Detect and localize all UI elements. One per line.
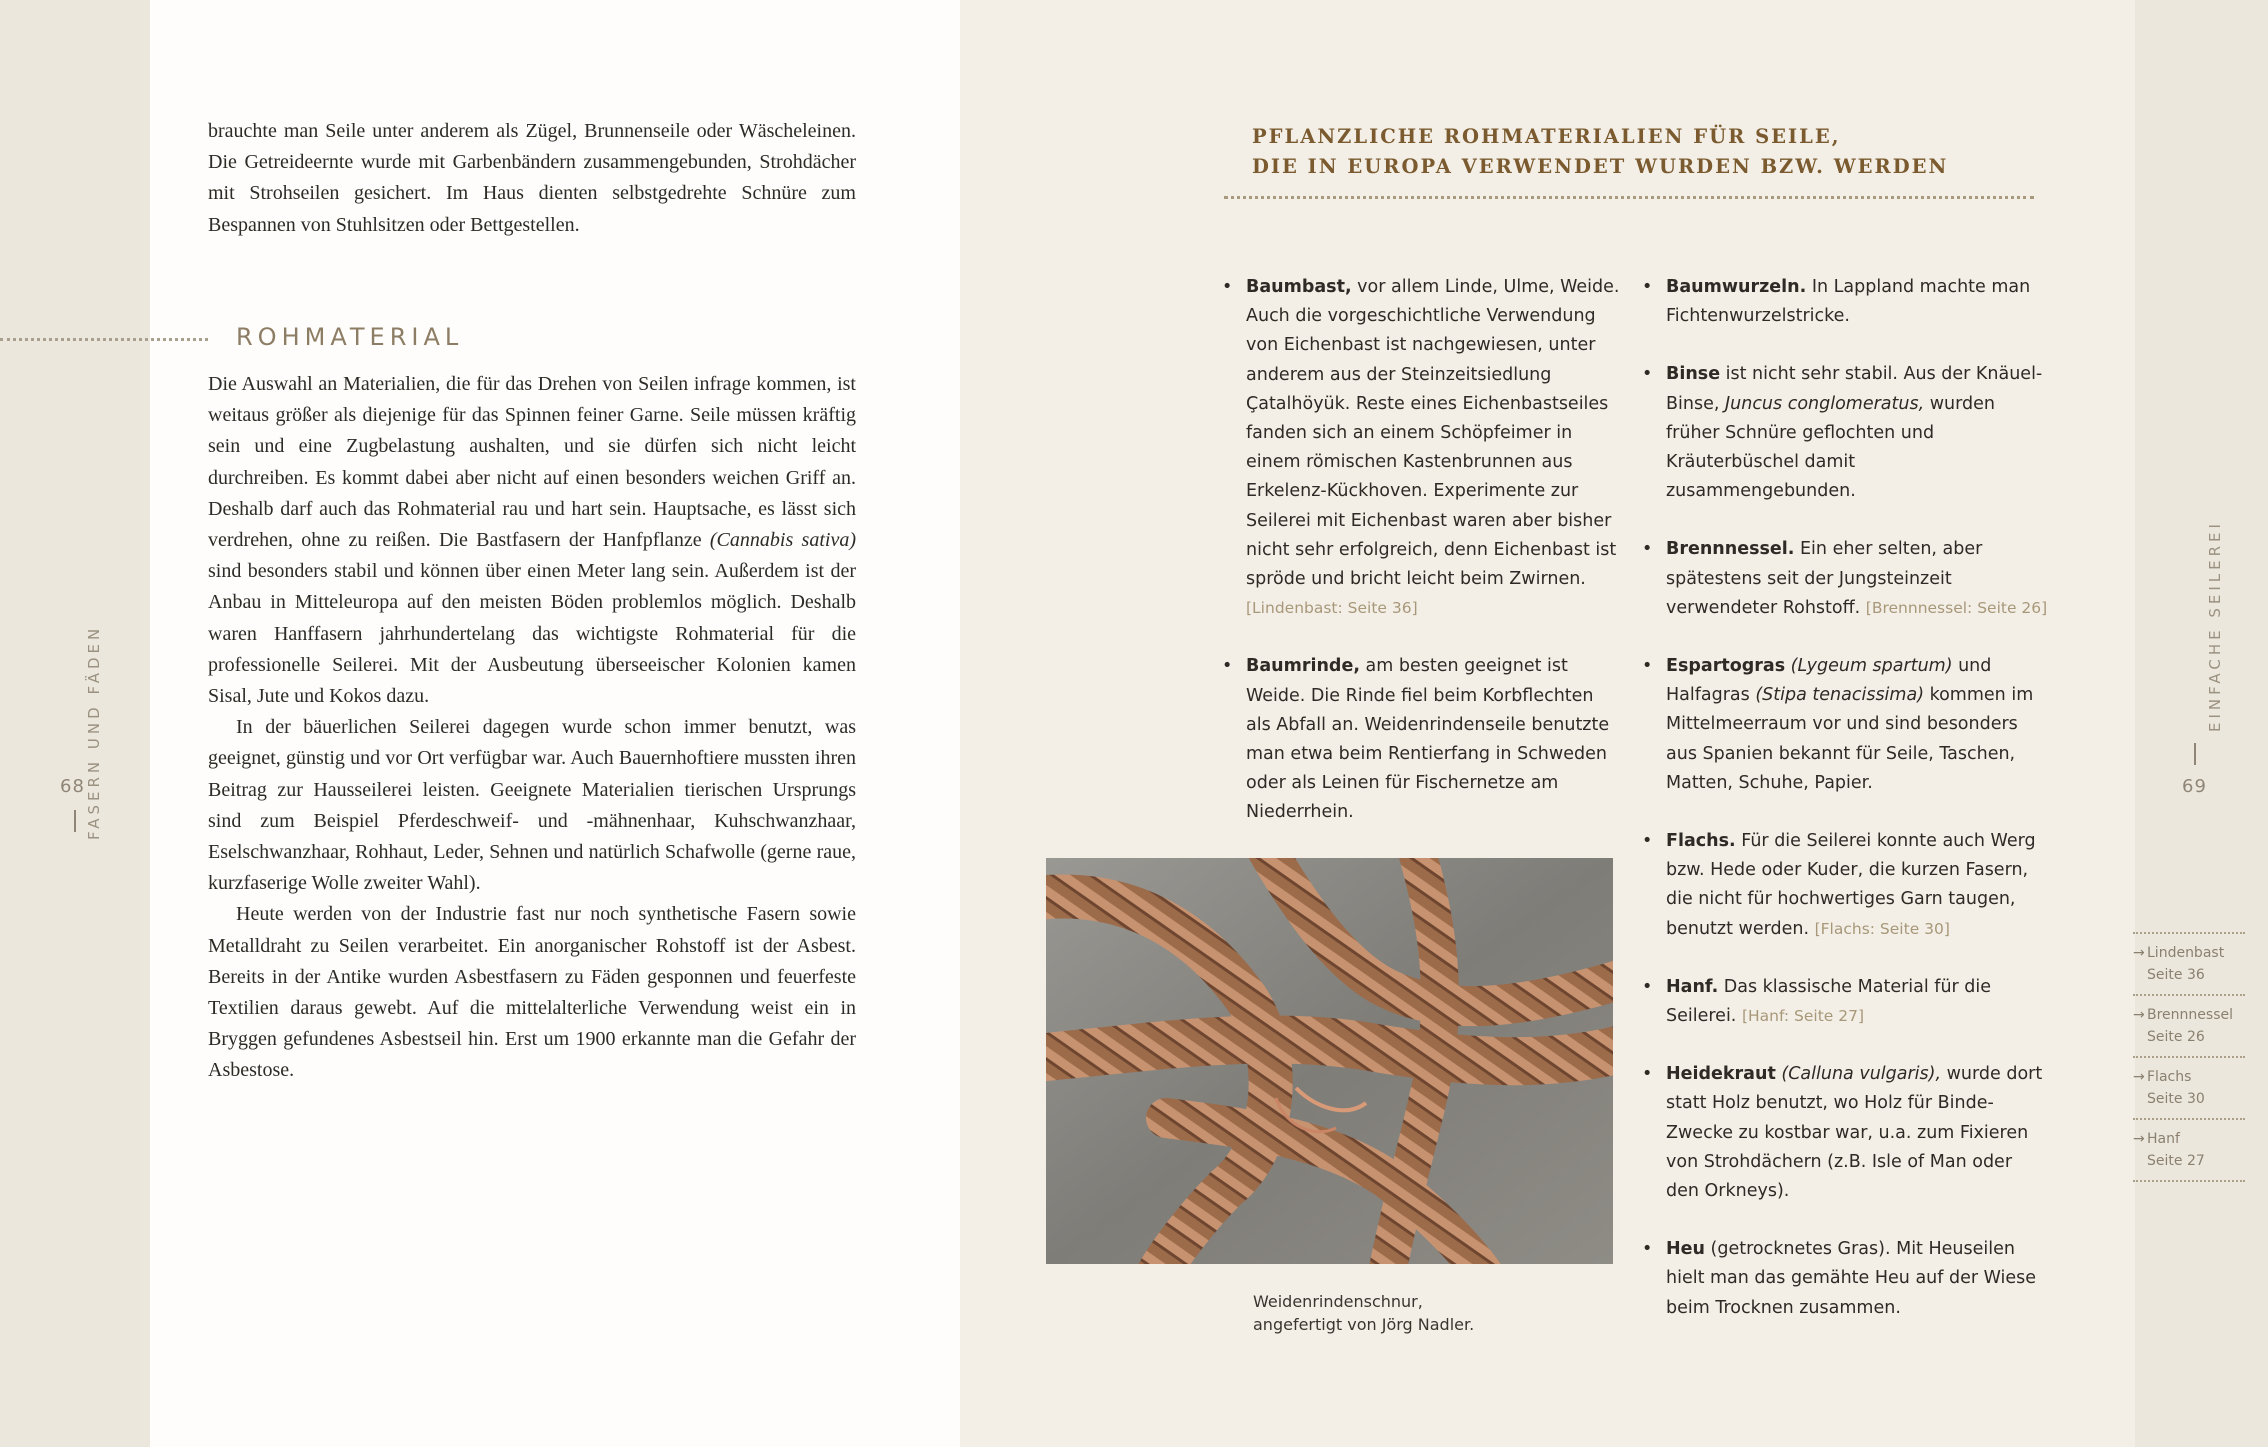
xref-label: Lindenbast [2147, 945, 2225, 961]
latin-name-2: (Stipa tenacissima) [1755, 685, 1925, 706]
description: Ein eher selten, aber spätestens seit der Jungsteinzeit verwendeter Rohstoff. [1666, 539, 1983, 618]
xref-page: Seite 30 [2147, 1091, 2205, 1107]
description: wurde dort statt Holz benutzt, wo Holz für Binde-Zwecke zu kostbar war, u.a. zum Fixieren von Strohdächern (z.B. Isle of Man oder den Orkneys). [1666, 1064, 2043, 1202]
term: Heidekraut [1666, 1064, 1776, 1085]
right-outer-margin [2135, 0, 2268, 1447]
xref-label: Brennnessel [2147, 1007, 2233, 1023]
braided-bark-rope-image [1046, 858, 1613, 1264]
latin-name: (Lygeum spartum) [1785, 656, 1953, 677]
page-reference: [Brennnessel: Seite 26] [1865, 598, 2048, 617]
paragraph-3: Heute werden von der Industrie fast nur noch synthetische Fasern sowie Metalldraht zu Seilen verarbeitet. Ein anorganischer Rohstoff ist der Asbest. Bereits in der Antike wurden Asbestfasern zu Fäden gesponnen und feuerfeste Textilien daraus gewebt. Auf die mittelalterliche Verwendung weist ein in Bryggen gefundenes Asbestseil hin. Erst um 1900 erkannte man die Gefahr der Asbestose. [208, 903, 856, 1082]
section-title: ROHMATERIAL [236, 323, 464, 351]
term: Baumwurzeln. [1666, 277, 1807, 297]
box-title [1252, 122, 1948, 182]
xref-page: Seite 26 [2147, 1029, 2205, 1045]
list-item-heidekraut [1642, 1060, 2048, 1206]
list-item-brennnessel [1642, 535, 2048, 623]
description: Für die Seilerei konnte auch Werg bzw. Hede oder Kuder, die kurzen Fasern, die nicht für hochwertiges Garn taugen, benutzt werden. [1666, 831, 2036, 939]
term: Flachs. [1666, 831, 1736, 852]
xref-page: Seite 36 [2147, 967, 2205, 983]
list-item-baumrinde [1222, 652, 1620, 827]
material-list-column-1 [1222, 273, 1620, 857]
intro-paragraph [208, 116, 856, 241]
xref-lindenbast[interactable] [2133, 932, 2245, 994]
arrow-right-icon: → [2133, 1007, 2145, 1023]
description: In Lappland machte man Fichtenwurzelstricke. [1666, 277, 2031, 327]
body-text [208, 369, 856, 1087]
left-outer-margin [0, 0, 150, 1447]
arrow-right-icon: → [2133, 1131, 2145, 1147]
paragraph-2: In der bäuerlichen Seilerei dagegen wurde schon immer benutzt, was geeignet, günstig und vor Ort verfügbar war. Auch Bauernhoftiere mussten ihren Beitrag zur Hausseilerei leisten. Geeignete Materialien tierischen Ursprungs sind zum Beispiel Pferdeschweif- und -mähnenhaar, Kuhschwanzhaar, Eselschwanzhaar, Rohhaut, Leder, Sehnen und natürlich Schafwolle (gerne raue, kurzfaserige Wolle zweiter Wahl). [208, 716, 856, 895]
term: Espartogras [1666, 656, 1786, 677]
description: ist nicht sehr stabil. Aus der Knäuel-Binse, [1666, 364, 2043, 414]
description: und Halfagras [1666, 656, 1992, 706]
description: am besten geeignet ist Weide. Die Rinde fiel beim Korbflechten als Abfall an. Weidenrindenseile benutzte man etwa beim Rentierfang in Schweden oder als Leinen für Fischernetze am Niederrhein. [1246, 656, 1610, 823]
photo-caption [1253, 1290, 1474, 1336]
xref-flachs[interactable] [2133, 1056, 2245, 1118]
page-reference: [Flachs: Seite 30] [1814, 919, 1950, 938]
description: vor allem Linde, Ulme, Weide. Auch die vorgeschichtliche Verwendung von Eichenbast ist nachgewiesen, unter anderem aus der Steinzeitsiedlung Çatalhöyük. Reste eines Eichenbastseiles fanden sich an einem Schöpfeimer in einem römischen Kastenbrunnen aus Erkelenz-Kückhoven. Experimente zur Seilerei mit Eichenbast waren aber bisher nicht sehr erfolgreich, denn Eichenbast ist spröde und bricht leicht beim Zwirnen. [1246, 277, 1620, 590]
page-reference: [Hanf: Seite 27] [1741, 1007, 1865, 1026]
section-dotted-rule [0, 338, 208, 341]
arrow-right-icon: → [2133, 945, 2145, 961]
folio-rule-left [74, 810, 76, 832]
latin-name: (Calluna vulgaris), [1775, 1064, 1942, 1085]
paragraph-1-text-a: Die Auswahl an Materialien, die für das Drehen von Seilen infrage kommen, ist weitaus größer als diejenige für das Spinnen feiner Garne. Seile müssen kräftig sein und eine Zugbelastung aushalten, und sie dürfen sich nicht leicht durchreiben. Es kommt dabei aber nicht auf einen besonders weichen Griff an. Deshalb darf auch das Rohmaterial rau und hart sein. Hauptsache, es lässt sich verdrehen, ohne zu reißen. Die Bastfasern der Hanfpflanze [208, 373, 856, 552]
box-title-line-2: DIE IN EUROPA VERWENDET WURDEN BZW. WERDEN [1252, 155, 1949, 178]
list-item-hanf [1642, 973, 2048, 1031]
rope-photo [1046, 858, 1613, 1264]
list-item-flachs [1642, 827, 2048, 944]
term: Binse [1666, 364, 1721, 385]
list-item-baumwurzeln [1642, 273, 2048, 331]
page-number-left: 68 [60, 776, 85, 797]
xref-brennnessel[interactable] [2133, 994, 2245, 1056]
page-number-right: 69 [2182, 776, 2207, 797]
box-dotted-rule [1224, 196, 2034, 199]
cross-reference-list [2133, 932, 2245, 1182]
list-item-baumbast [1222, 273, 1620, 623]
term: Baumbast, [1246, 277, 1352, 297]
material-list-column-2 [1642, 273, 2048, 1352]
term: Baumrinde, [1246, 656, 1360, 677]
term: Hanf. [1666, 976, 1719, 997]
paragraph-1 [208, 369, 856, 712]
latin-name: Juncus conglomeratus, [1724, 393, 1925, 414]
intro-text: brauchte man Seile unter anderem als Zügel, Brunnenseile oder Wäscheleinen. Die Getreideernte wurde mit Garbenbändern zusammengebunden, Strohdächer mit Strohseilen gesichert. Im Haus dienten selbstgedrehte Schnüre zum Bespannen von Stuhlsitzen oder Bettgestellen. [208, 120, 856, 236]
xref-label: Hanf [2147, 1131, 2180, 1147]
term: Brennnessel. [1666, 539, 1795, 560]
paragraph-1-text-b: sind besonders stabil und können über einen Meter lang sein. Außerdem ist der Anbau in Mitteleuropa auf den meisten Böden problemlos möglich. Deshalb waren Hanffasern jahrhundertelang das wichtigste Rohmaterial für die professionelle Seilerei. Mit der Ausbeutung überseeischer Kolonien kamen Sisal, Jute und Kokos dazu. [208, 560, 856, 708]
xref-page: Seite 27 [2147, 1153, 2205, 1169]
list-item-heu [1642, 1235, 2048, 1323]
description: Das klassische Material für die Seilerei. [1666, 976, 1992, 1027]
list-item-espartogras [1642, 652, 2048, 798]
arrow-right-icon: → [2133, 1069, 2145, 1085]
folio-rule-right [2194, 743, 2196, 765]
caption-line-1: Weidenrindenschnur, [1253, 1292, 1423, 1311]
term: Heu [1666, 1239, 1705, 1260]
running-head-right: EINFACHE SEILEREI [2206, 520, 2224, 732]
xref-hanf[interactable] [2133, 1118, 2245, 1182]
running-head-left: FASERN UND FÄDEN [85, 624, 103, 840]
box-title-line-1: PFLANZLICHE ROHMATERIALIEN FÜR SEILE, [1252, 125, 1841, 148]
page-reference: [Lindenbast: Seite 36] [1246, 599, 1418, 618]
xref-label: Flachs [2147, 1069, 2192, 1085]
description: (getrocknetes Gras). Mit Heuseilen hielt man das gemähte Heu auf der Wiese beim Trocknen zusammen. [1666, 1239, 2037, 1318]
description-cont: kommen im Mittelmeerraum vor und sind besonders aus Spanien bekannt für Seile, Taschen, Matten, Schuhe, Papier. [1666, 685, 2034, 793]
description-cont: wurden früher Schnüre geflochten und Kräuterbüschel damit zusammengebunden. [1666, 393, 1995, 502]
paragraph-1-latin-name: (Cannabis sativa) [709, 529, 856, 552]
caption-line-2: angefertigt von Jörg Nadler. [1253, 1315, 1475, 1334]
list-item-binse [1642, 360, 2048, 506]
